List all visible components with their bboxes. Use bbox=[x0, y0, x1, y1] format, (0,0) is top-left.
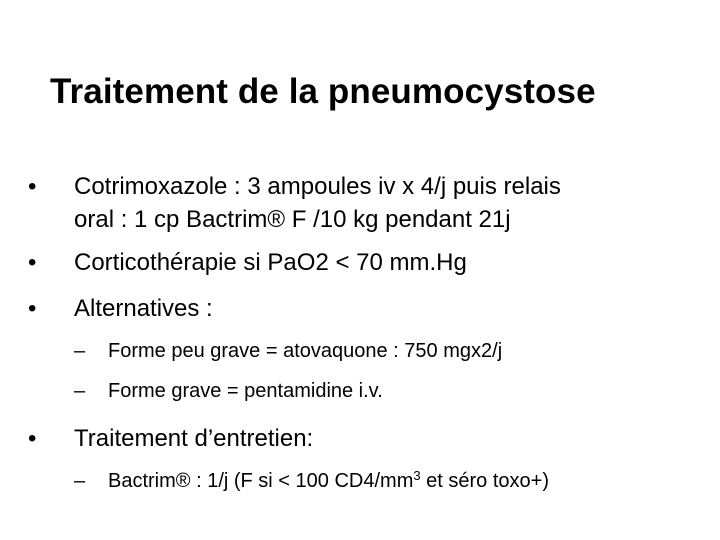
sub-item-text: Forme grave = pentamidine i.v. bbox=[108, 380, 383, 402]
bullet-item-alternatives bbox=[28, 292, 698, 325]
bullet-text-line: oral : 1 cp Bactrim® F /10 kg pendant 21j bbox=[74, 206, 511, 233]
slide-title: Traitement de la pneumocystose bbox=[50, 72, 596, 111]
sub-item-forme-grave bbox=[28, 377, 698, 405]
sub-item-bactrim bbox=[28, 467, 698, 495]
bullet-icon: • bbox=[28, 425, 37, 452]
dash-icon: – bbox=[74, 470, 86, 492]
sub-item-text bbox=[108, 467, 698, 495]
bullet-icon: • bbox=[28, 295, 37, 322]
bullet-text: Alternatives : bbox=[74, 295, 213, 322]
dash-icon: – bbox=[74, 380, 86, 402]
sub-item-text-part: et séro toxo+) bbox=[420, 470, 549, 492]
dash-icon: – bbox=[74, 340, 86, 362]
bullet-text: Traitement d’entretien: bbox=[74, 425, 314, 452]
bullet-item-cotrimoxazole bbox=[28, 170, 698, 236]
bullet-item-entretien bbox=[28, 422, 698, 455]
sub-item-text-part: Bactrim® : 1/j (F si < 100 CD4/mm bbox=[108, 470, 414, 492]
bullet-text: Corticothérapie si PaO2 < 70 mm.Hg bbox=[74, 249, 467, 276]
sub-item-forme-peu-grave bbox=[28, 337, 698, 365]
bullet-icon: • bbox=[28, 249, 37, 276]
sub-item-text: Forme peu grave = atovaquone : 750 mgx2/j bbox=[108, 340, 503, 362]
bullet-text-line: Cotrimoxazole : 3 ampoules iv x 4/j puis relais bbox=[74, 173, 561, 200]
slide-body bbox=[28, 170, 698, 495]
bullet-item-corticotherapie bbox=[28, 246, 698, 279]
bullet-icon: • bbox=[28, 173, 37, 200]
superscript: 3 bbox=[413, 468, 421, 483]
